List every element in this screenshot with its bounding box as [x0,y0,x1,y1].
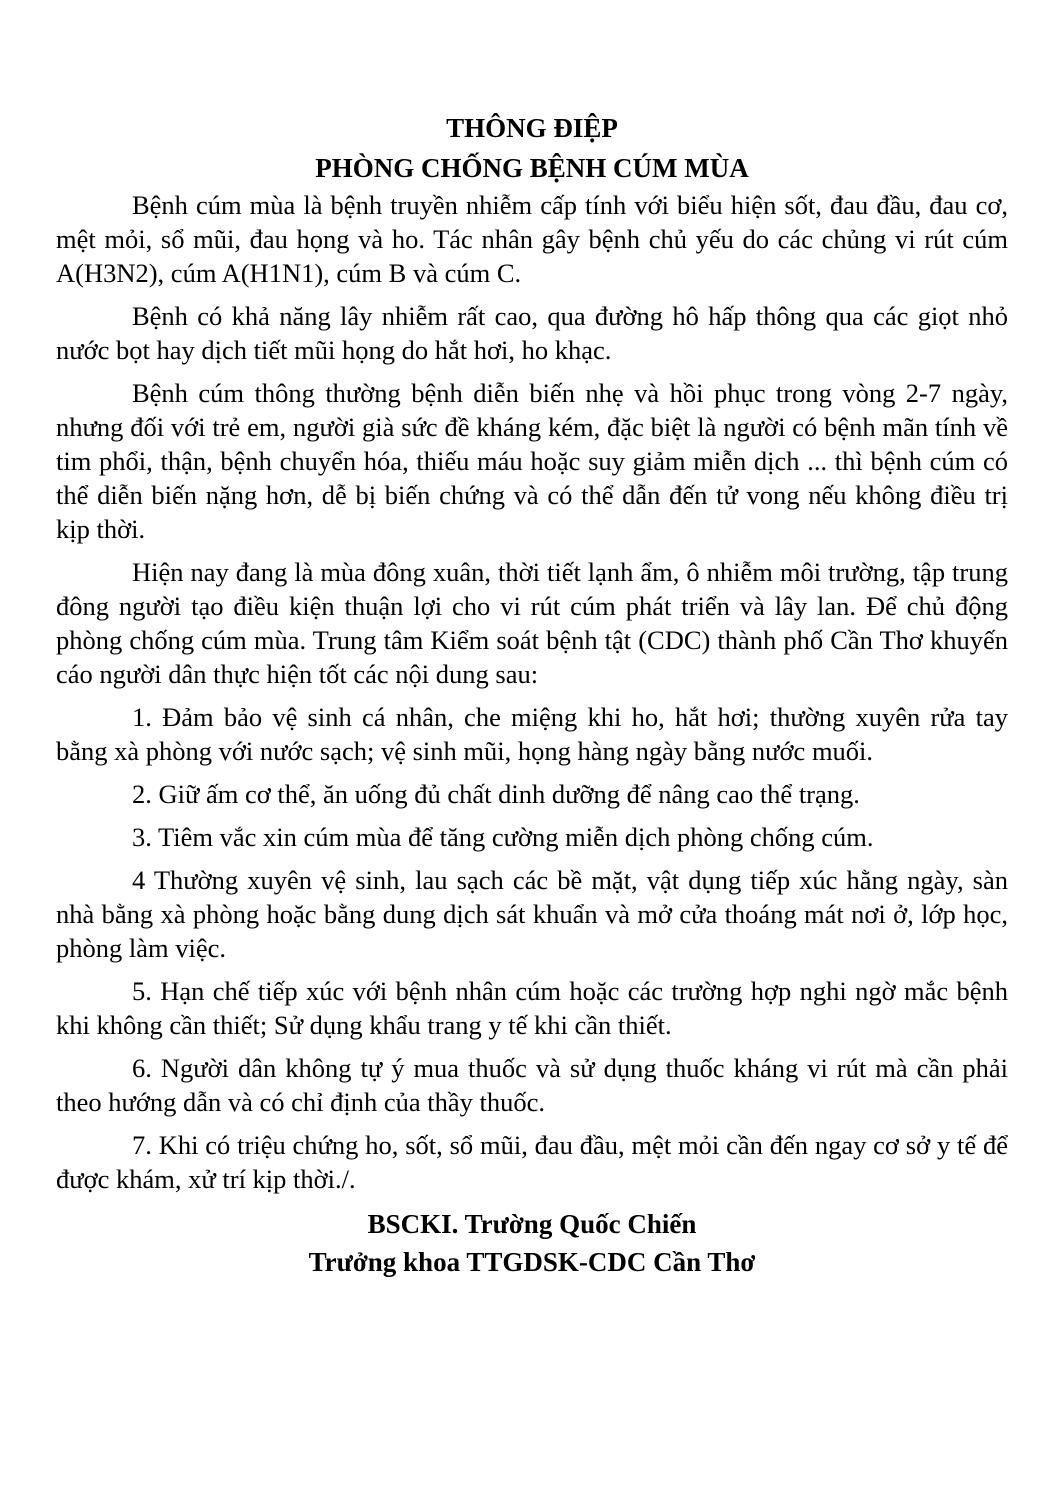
signature-title: Trưởng khoa TTGDSK-CDC Cần Thơ [308,1247,756,1277]
paragraph-recommendation: Hiện nay đang là mùa đông xuân, thời tiết lạnh ẩm, ô nhiễm môi trường, tập trung đông người tạo điều kiện thuận lợi cho vi rút cúm phát triển và lây lan. Để chủ động phòng chống cúm mùa. Trung tâm Kiểm soát bệnh tật (CDC) thành phố Cần Thơ khuyến cáo người dân thực hiện tốt các nội dung sau: [56,557,1008,689]
list-item-hygiene: 1. Đảm bảo vệ sinh cá nhân, che miệng khi ho, hắt hơi; thường xuyên rửa tay bằng xà phòng với nước sạch; vệ sinh mũi, họng hàng ngày bằng nước muối. [56,702,1008,766]
list-item-vaccine: 3. Tiêm vắc xin cúm mùa để tăng cường miễn dịch phòng chống cúm. [132,822,874,852]
paragraph-transmission: Bệnh có khả năng lây nhiễm rất cao, qua đường hô hấp thông qua các giọt nhỏ nước bọt hay dịch tiết mũi họng do hắt hơi, ho khạc. [56,301,1008,365]
list-item-nutrition: 2. Giữ ấm cơ thể, ăn uống đủ chất dinh dưỡng để nâng cao thể trạng. [132,779,860,809]
signature-name: BSCKI. Trường Quốc Chiến [367,1209,697,1239]
document-page [56,104,1008,1281]
document-title: THÔNG ĐIỆP [446,113,618,143]
document-subtitle: PHÒNG CHỐNG BỆNH CÚM MÙA [315,153,749,183]
list-item-symptoms: 7. Khi có triệu chứng ho, sốt, sổ mũi, đau đầu, mệt mỏi cần đến ngay cơ sở y tế để được khám, xử trí kịp thời./. [56,1130,1008,1194]
paragraph-intro: Bệnh cúm mùa là bệnh truyền nhiễm cấp tính với biểu hiện sốt, đau đầu, đau cơ, mệt mỏi, sổ mũi, đau họng và ho. Tác nhân gây bệnh chủ yếu do các chủng vi rút cúm A(H3N2), cúm A(H1N1), cúm B và cúm C. [56,190,1008,288]
paragraph-severity: Bệnh cúm thông thường bệnh diễn biến nhẹ và hồi phục trong vòng 2-7 ngày, nhưng đối với trẻ em, người già sức đề kháng kém, đặc biệt là người có bệnh mãn tính về tim phổi, thận, bệnh chuyển hóa, thiếu máu hoặc suy giảm miễn dịch ... thì bệnh cúm có thể diễn biến nặng hơn, dễ bị biến chứng và có thể dẫn đến tử vong nếu không điều trị kịp thời. [56,378,1008,544]
list-item-cleaning: 4 Thường xuyên vệ sinh, lau sạch các bề mặt, vật dụng tiếp xúc hằng ngày, sàn nhà bằng xà phòng hoặc bằng dung dịch sát khuẩn và mở cửa thoáng mát nơi ở, lớp học, phòng làm việc. [56,865,1008,963]
list-item-contact: 5. Hạn chế tiếp xúc với bệnh nhân cúm hoặc các trường hợp nghi ngờ mắc bệnh khi không cần thiết; Sử dụng khẩu trang y tế khi cần thiết. [56,976,1008,1040]
list-item-medication: 6. Người dân không tự ý mua thuốc và sử dụng thuốc kháng vi rút mà cần phải theo hướng dẫn và có chỉ định của thầy thuốc. [56,1053,1008,1117]
